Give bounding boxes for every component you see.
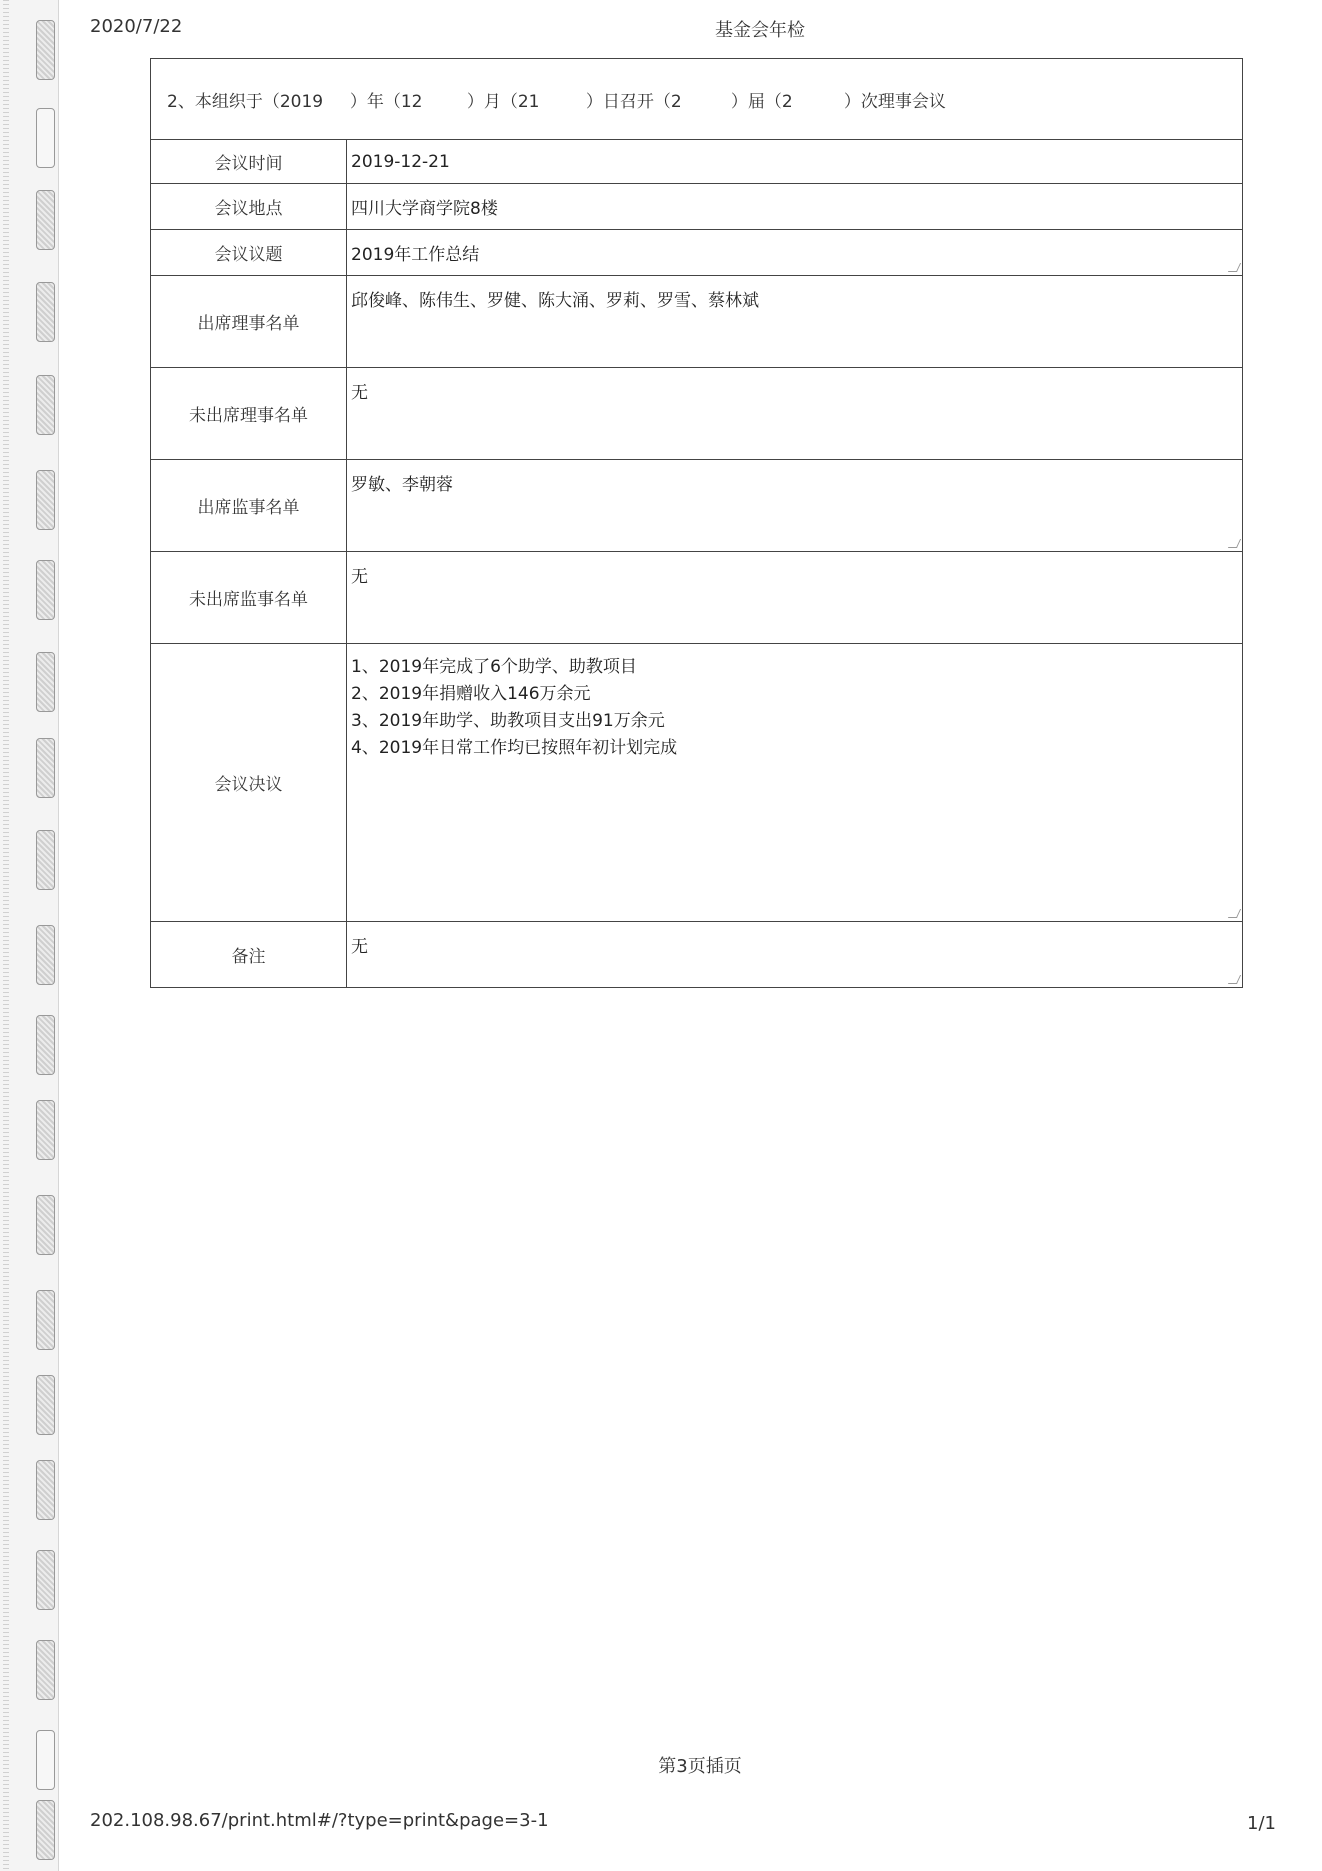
- intro-day-suffix: ）日召开（: [585, 91, 671, 112]
- intro-month: 12: [400, 91, 423, 112]
- feed-hole: [36, 1290, 55, 1350]
- feed-hole: [36, 470, 55, 530]
- table-row: [151, 922, 1243, 988]
- meeting-record-table: [150, 58, 1243, 988]
- resolution-item: 2、2019年捐赠收入146万余元: [351, 684, 591, 704]
- field-value-meeting-location: 四川大学商学院8楼: [347, 184, 1243, 230]
- meeting-intro-row: [151, 59, 1243, 140]
- field-value-remarks: [347, 922, 1243, 988]
- field-value-resolution: [347, 644, 1243, 922]
- page-insert-label: 第3页插页: [658, 1756, 742, 1777]
- table-row: [151, 552, 1243, 644]
- field-label-attending-supervisors: 出席监事名单: [151, 460, 347, 552]
- field-value-absent-supervisors: 无: [347, 552, 1243, 644]
- feed-hole: [36, 652, 55, 712]
- paper-feed-strip: [0, 0, 59, 1871]
- field-label-meeting-time: 会议时间: [151, 140, 347, 184]
- resolution-item: 4、2019年日常工作均已按照年初计划完成: [351, 738, 678, 758]
- feed-hole: [36, 925, 55, 985]
- remarks-text: 无: [351, 937, 368, 957]
- table-row: [151, 230, 1243, 276]
- field-value-meeting-time: 2019-12-21: [347, 140, 1243, 184]
- feed-hole: [36, 108, 55, 168]
- feed-hole: [36, 282, 55, 342]
- field-value-attending-supervisors: [347, 460, 1243, 552]
- feed-hole: [36, 1375, 55, 1435]
- feed-hole: [36, 375, 55, 435]
- feed-hole: [36, 1550, 55, 1610]
- field-label-attending-directors: 出席理事名单: [151, 276, 347, 368]
- meeting-intro: [151, 59, 1243, 140]
- table-row: [151, 184, 1243, 230]
- table-row: [151, 368, 1243, 460]
- field-label-meeting-topic: 会议议题: [151, 230, 347, 276]
- intro-day: 21: [517, 91, 540, 112]
- intro-session-suffix: ）届（: [730, 91, 782, 112]
- feed-hole: [36, 1730, 55, 1790]
- resize-handle-icon: [1228, 539, 1241, 548]
- feed-hole: [36, 738, 55, 798]
- field-label-absent-supervisors: 未出席监事名单: [151, 552, 347, 644]
- meeting-topic-text: 2019年工作总结: [351, 245, 480, 265]
- table-row: [151, 644, 1243, 922]
- page-title: 基金会年检: [715, 20, 805, 41]
- intro-year: 2019: [279, 91, 324, 112]
- field-label-remarks: 备注: [151, 922, 347, 988]
- feed-hole: [36, 560, 55, 620]
- table-row: [151, 460, 1243, 552]
- intro-meeting-no: 2: [781, 91, 793, 112]
- table-row: [151, 140, 1243, 184]
- field-value-attending-directors: 邱俊峰、陈伟生、罗健、陈大涌、罗莉、罗雪、蔡林斌: [347, 276, 1243, 368]
- resize-handle-icon: [1228, 975, 1241, 984]
- intro-month-suffix: ）月（: [466, 91, 518, 112]
- table-row: [151, 276, 1243, 368]
- feed-hole: [36, 830, 55, 890]
- field-value-absent-directors: 无: [347, 368, 1243, 460]
- footer-url: 202.108.98.67/print.html#/?type=print&page=3-1: [90, 1810, 549, 1831]
- feed-hole: [36, 1800, 55, 1860]
- resize-handle-icon: [1228, 263, 1241, 272]
- field-label-meeting-location: 会议地点: [151, 184, 347, 230]
- resize-handle-icon: [1228, 909, 1241, 918]
- resolution-item: 1、2019年完成了6个助学、助教项目: [351, 657, 637, 677]
- feed-hole: [36, 1015, 55, 1075]
- intro-year-suffix: ）年（: [349, 91, 401, 112]
- print-date: 2020/7/22: [90, 16, 183, 37]
- feed-hole: [36, 20, 55, 80]
- footer-page-count: 1/1: [1247, 1813, 1276, 1834]
- resolution-item: 3、2019年助学、助教项目支出91万余元: [351, 711, 665, 731]
- field-label-resolution: 会议决议: [151, 644, 347, 922]
- attending-supervisors-text: 罗敏、李朝蓉: [351, 475, 453, 495]
- field-value-meeting-topic: [347, 230, 1243, 276]
- intro-session: 2: [670, 91, 682, 112]
- intro-prefix: 2、本组织于（: [167, 91, 280, 112]
- intro-meeting-suffix: ）次理事会议: [843, 91, 946, 112]
- field-label-absent-directors: 未出席理事名单: [151, 368, 347, 460]
- feed-hole: [36, 1100, 55, 1160]
- feed-hole: [36, 1195, 55, 1255]
- feed-hole: [36, 1460, 55, 1520]
- feed-hole: [36, 190, 55, 250]
- feed-hole: [36, 1640, 55, 1700]
